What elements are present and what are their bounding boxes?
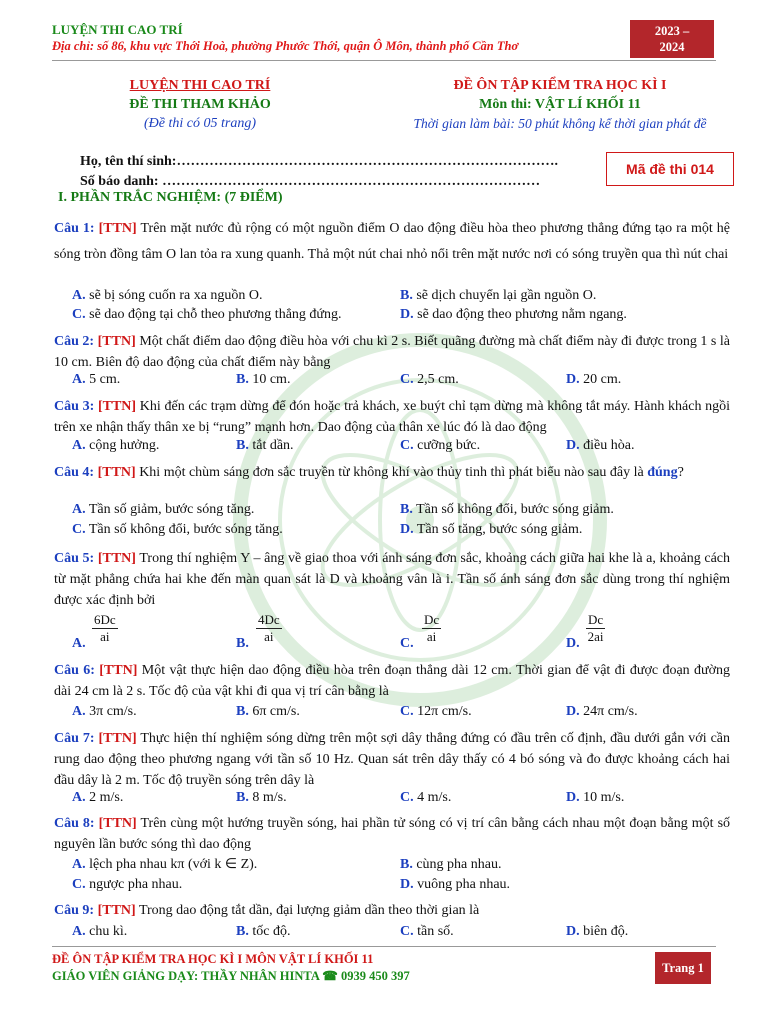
q5-fraction-d: $\frac{Dc}{2ai}$ xyxy=(587,612,604,644)
q4-option-b[interactable]: B. Tần số không đổi, bước sóng giảm. xyxy=(400,502,614,517)
question-3: Câu 3: [TTN] Khi đến các trạm dừng để đón hoặc trả khách, xe buýt chỉ tạm dừng mà không tắt máy. Hành khách ngồi trên xe nhận thấy thân xe bị “rung” mạnh hơn. Dao động của thân xe lúc đó là dao động xyxy=(54,399,731,435)
q7-option-c[interactable]: C. 4 m/s. xyxy=(400,790,452,805)
question-1: Câu 1: [TTN] Trên mặt nước đủ rộng có một nguồn điểm O dao động điều hòa theo phương thẳng đứng tạo ra một hệ sóng tròn đồng tâm O lan tỏa ra xung quanh. Thả một nút chai nhỏ nổi trên mặt nước nơi có sóng truyền qua thì nút chai xyxy=(54,221,730,262)
header-brand: LUYỆN THI CAO TRÍ xyxy=(52,22,183,37)
question-6: Câu 6: [TTN] Một vật thực hiện dao động điều hòa trên đoạn thẳng dài 12 cm. Thời gian để vật đi được đoạn đường dài 24 cm là 2 s. Tốc độ của vật khi đi qua vị trí cân bằng là xyxy=(54,663,731,699)
left-title-block xyxy=(100,76,300,133)
q2-option-c[interactable]: C. 2,5 cm. xyxy=(400,372,459,387)
q9-option-d[interactable]: D. biên độ. xyxy=(566,924,629,939)
q1-option-a[interactable]: A. sẽ bị sóng cuốn ra xa nguồn O. xyxy=(72,288,263,303)
footer-title: ĐỀ ÔN TẬP KIỂM TRA HỌC KÌ I MÔN VẬT LÍ KHỐI 11 xyxy=(52,952,374,966)
student-id-field: Số báo danh: ……………………………………………………………………… xyxy=(80,174,541,189)
q5-fraction-b: $\frac{4Dc}{ai}$ xyxy=(258,612,280,644)
year-line2: 2024 xyxy=(659,40,685,54)
year-line1: 2023 – xyxy=(654,24,690,38)
q3-option-b[interactable]: B. tắt dần. xyxy=(236,438,294,453)
question-4: Câu 4: [TTN] Khi một chùm sáng đơn sắc truyền từ không khí vào thủy tinh thì phát biểu nào sau đây là đúng? xyxy=(54,465,684,480)
q6-option-b[interactable]: B. 6π cm/s. xyxy=(236,704,300,719)
question-7: Câu 7: [TTN] Thực hiện thí nghiệm sóng dừng trên một sợi dây thẳng đứng có đầu trên cố định, đầu dưới gắn với cần rung dao động theo phương ngang với tần số 10 Hz. Quan sát trên dây thấy có 4 bó sóng và đo được khoảng cách hai đầu dây là 2 m. Tốc độ truyền sóng trên dây là xyxy=(54,731,730,788)
q5-fraction-a: $\frac{6Dc}{ai}$ xyxy=(94,612,116,644)
q5-option-c[interactable]: C. xyxy=(400,636,414,651)
footer-teacher: GIÁO VIÊN GIẢNG DẠY: THẦY NHÂN HINTA ☎ 0939 450 397 xyxy=(52,969,410,983)
q8-option-a[interactable]: A. lệch pha nhau kπ (với k ∈ Z). xyxy=(72,857,258,872)
q7-option-a[interactable]: A. 2 m/s. xyxy=(72,790,124,805)
q4-option-c[interactable]: C. Tần số không đổi, bước sóng tăng. xyxy=(72,522,283,537)
q5-option-b[interactable]: B. xyxy=(236,636,249,651)
question-9: Câu 9: [TTN] Trong dao động tắt dần, đại lượng giảm dần theo thời gian là xyxy=(54,903,480,918)
q3-option-c[interactable]: C. cưỡng bức. xyxy=(400,438,481,453)
section-title: I. PHẦN TRẮC NGHIỆM: (7 ĐIỂM) xyxy=(58,190,283,205)
q5-option-d[interactable]: D. xyxy=(566,636,580,651)
q3-option-a[interactable]: A. cộng hưởng. xyxy=(72,438,160,453)
q9-option-c[interactable]: C. tần số. xyxy=(400,924,454,939)
q8-option-c[interactable]: C. ngược pha nhau. xyxy=(72,877,183,892)
exam-time: Thời gian làm bài: 50 phút không kể thời gian phát đề xyxy=(413,116,707,131)
q2-option-a[interactable]: A. 5 cm. xyxy=(72,372,121,387)
exam-code-box: Mã đề thi 014 xyxy=(606,152,734,186)
question-8: Câu 8: [TTN] Trên cùng một hướng truyền sóng, hai phần tử sóng có vị trí cân bằng cách nhau một đoạn bằng một số nguyên lần bước sóng thì dao động xyxy=(54,816,731,852)
q4-option-d[interactable]: D. Tần số tăng, bước sóng giảm. xyxy=(400,522,583,537)
footer-divider xyxy=(52,946,716,947)
header-top xyxy=(52,22,652,54)
exam-subject: Môn thi: VẬT LÍ KHỐI 11 xyxy=(479,97,641,112)
q6-option-c[interactable]: C. 12π cm/s. xyxy=(400,704,472,719)
question-2: Câu 2: [TTN] Một chất điểm dao động điều hòa với chu kì 2 s. Biết quãng đường mà chất điểm này đi được trong 1 s là 10 cm. Biên độ dao động của chất điểm này bằng xyxy=(54,334,731,370)
q1-option-b[interactable]: B. sẽ dịch chuyển lại gần nguồn O. xyxy=(400,288,597,303)
exam-title: ĐỀ ÔN TẬP KIỂM TRA HỌC KÌ I xyxy=(453,78,667,93)
q5-option-a[interactable]: A. xyxy=(72,636,86,651)
q2-option-d[interactable]: D. 20 cm. xyxy=(566,372,622,387)
q7-option-b[interactable]: B. 8 m/s. xyxy=(236,790,287,805)
q7-option-d[interactable]: D. 10 m/s. xyxy=(566,790,625,805)
header-address: Địa chỉ: số 86, khu vực Thới Hoà, phường Phước Thới, quận Ô Môn, thành phố Cần Thơ xyxy=(52,39,519,53)
q6-option-a[interactable]: A. 3π cm/s. xyxy=(72,704,137,719)
q6-option-d[interactable]: D. 24π cm/s. xyxy=(566,704,638,719)
q9-option-a[interactable]: A. chu kì. xyxy=(72,924,128,939)
year-badge xyxy=(630,20,714,58)
q8-option-b[interactable]: B. cùng pha nhau. xyxy=(400,857,502,872)
right-title-block xyxy=(380,76,740,133)
page-number-badge: Trang 1 xyxy=(655,952,711,984)
left-brand: LUYỆN THI CAO TRÍ xyxy=(129,78,271,93)
q3-option-d[interactable]: D. điều hòa. xyxy=(566,438,635,453)
q9-option-b[interactable]: B. tốc độ. xyxy=(236,924,291,939)
q1-option-c[interactable]: C. sẽ dao động tại chỗ theo phương thẳng đứng. xyxy=(72,307,342,322)
q5-fraction-c: $\frac{Dc}{ai}$ xyxy=(424,612,440,644)
header-divider xyxy=(52,60,716,61)
page-count: (Đề thi có 05 trang) xyxy=(144,116,256,131)
student-name-field: Họ, tên thí sinh:………………………………………………………………………. xyxy=(80,154,558,169)
question-5: Câu 5: [TTN] Trong thí nghiệm Y – âng về giao thoa với ánh sáng đơn sắc, khoảng cách giữa hai khe là a, khoảng cách từ mặt phẳng chứa hai khe đến màn quan sát là D và khoảng vân là i. Tần số ánh sáng đơn sắc dùng trong thí nghiệm được xác định bởi xyxy=(54,551,731,608)
exam-type: ĐỀ THI THAM KHẢO xyxy=(129,97,271,112)
q8-option-d[interactable]: D. vuông pha nhau. xyxy=(400,877,511,892)
q2-option-b[interactable]: B. 10 cm. xyxy=(236,372,291,387)
q4-option-a[interactable]: A. Tần số giảm, bước sóng tăng. xyxy=(72,502,255,517)
q1-option-d[interactable]: D. sẽ dao động theo phương nằm ngang. xyxy=(400,307,627,322)
